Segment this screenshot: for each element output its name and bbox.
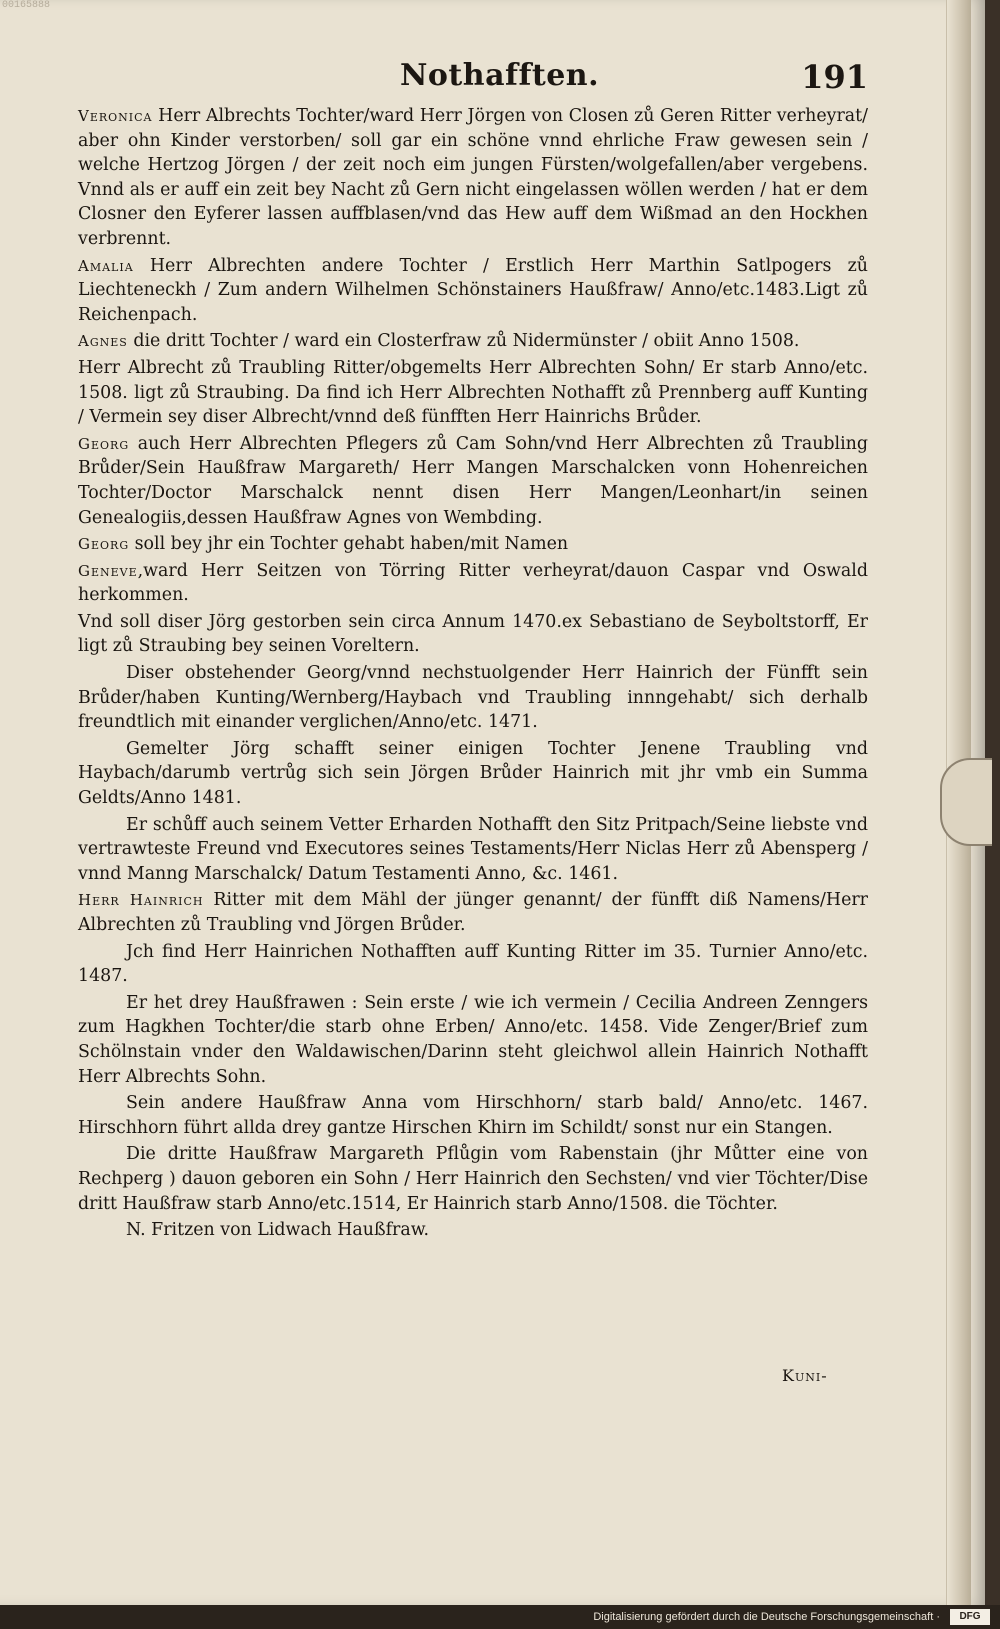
paragraph-lead-name: Geneve (78, 561, 138, 580)
paragraph-text: Vnd soll diser Jörg gestorben sein circa Annum 1470.ex Sebastiano de Seyboltstorff, Er ligt zů Straubing bey seinen Voreltern. (78, 611, 868, 657)
paragraph-text: N. Fritzen von Lidwach Haußfraw. (126, 1220, 430, 1241)
running-header (110, 58, 880, 102)
paragraph-text: Die dritte Haußfraw Margareth Pflůgin vom Rabenstain (jhr Můtter eine von Rechperg ) dauon geboren ein Sohn / Herr Hainrich den Sechsten/ vnd vier Töchter/Dise dritt Haußfraw starb Anno/etc.1514, Er Hainrich starb Anno/1508. die Töchter. (78, 1144, 868, 1214)
paragraph-text: Herr Albrecht zů Traubling Ritter/obgemelts Herr Albrechten Sohn/ Er starb Anno/etc. 1508. ligt zů Straubing. Da find ich Herr Albrechten Nothafft zů Prennberg auff Kunting / Vermein sey diser Albrecht/vnnd deß fünfften Herr Hainrichs Brůder. (78, 357, 868, 428)
paragraph-text: Sein andere Haußfraw Anna vom Hirschhorn/ starb bald/ Anno/etc. 1467. Hirschhorn führt allda drey gantze Hirschen Khirn im Schildt/ sonst nur ein Stangen. (78, 1093, 868, 1138)
paragraph-lead-name: Agnes (78, 332, 128, 351)
page-number: 191 (801, 58, 868, 96)
paragraph-text: soll bey jhr ein Tochter gehabt haben/mit Namen (129, 534, 569, 555)
paragraph (78, 737, 868, 811)
running-title: Nothafften. (400, 58, 600, 93)
scan-id: 00165888 (2, 0, 51, 11)
paragraph-text: Ritter mit dem Mähl der jünger genannt/ der fünfft diß Namens/Herr Albrechten zů Traubling vnd Jörgen Brůder. (78, 890, 868, 935)
paragraph-text: Herr Albrechten andere Tochter / Erstlich Herr Marthin Satlpogers zů Liechteneckh / Zum andern Wilhelmen Schönstainers Haußfraw/ Anno/etc.1483.Ligt zů Reichenpach. (78, 255, 868, 325)
paragraph (78, 559, 868, 608)
paragraph (78, 888, 868, 937)
paragraph-text: Herr Albrechts Tochter/ward Herr Jörgen von Closen zů Geren Ritter verheyrat/ aber ohn Kinder verstorben/ soll gar ein schöne vnnd ehrliche Fraw gewesen sein / welche Hertzog Jörgen / der zeit noch eim jungen Fürsten/wolgefallen/aber vergebens. Vnnd als er auff ein zeit bey Nacht zů Gern nicht eingelassen wöllen werden / hat er dem Closner den Eyferer lassen auffblasen/vnd das Hew auff dem Wißmad an den Hockhen verbrennt. (78, 106, 868, 249)
paragraph (78, 813, 868, 887)
paragraph (78, 104, 868, 252)
paragraph-lead-name: Veronica (78, 107, 153, 125)
paragraph (78, 329, 868, 354)
dfg-logo: DFG (950, 1609, 990, 1625)
paragraph (78, 356, 868, 430)
paragraph-lead-name: Herr Hainrich (78, 891, 204, 910)
paragraph (78, 610, 868, 659)
catchword: Kuni- (782, 1366, 828, 1385)
paragraph-text: Er schůff auch seinem Vetter Erharden Nothafft den Sitz Pritpach/Seine liebste vnd vertrawteste Freund vnd Executores seines Testaments/Herr Niclas Herr zů Abensperg / vnnd Manng Marschalck/ Datum Testamenti Anno, &c. 1461. (78, 814, 868, 884)
digitization-footer (0, 1605, 1000, 1629)
paragraph-text: Er het drey Haußfrawen : Sein erste / wie ich vermein / Cecilia Andreen Zenngers zum Hagkhen Tochter/die starb ohne Erben/ Anno/etc. 1458. Vide Zenger/Brief zum Schölnstain vnder den Waldawischen/Darinn steht gleichwol allein Hainrich Nothafft Herr Albrechts Sohn. (78, 992, 868, 1087)
paragraph (78, 661, 868, 735)
page-clip (940, 758, 992, 846)
paragraph-text: Jch find Herr Hainrichen Nothafften auff Kunting Ritter im 35. Turnier Anno/etc. 1487. (78, 941, 868, 987)
paragraph (78, 1218, 868, 1243)
paragraph-text: auch Herr Albrechten Pflegers zů Cam Sohn/vnd Herr Albrechten zů Traubling Brůder/Sein Haußfraw Margareth/ Herr Mangen Marschalcken vonn Hohenreichen Tochter/Doctor Marschalck nennt disen Herr Mangen/Leonhart/in seinen Genealogiis,dessen Haußfraw Agnes von Wembding. (78, 433, 868, 528)
paragraph (78, 940, 868, 989)
paragraph-text: ,ward Herr Seitzen von Törring Ritter verheyrat/dauon Caspar vnd Oswald herkommen. (78, 560, 868, 606)
paragraph (78, 254, 868, 328)
paragraph-lead-name: Georg (78, 535, 130, 554)
paragraph (78, 1091, 868, 1140)
paragraph-lead-name: Georg (78, 434, 130, 453)
paragraph-text: Diser obstehender Georg/vnnd nechstuolgender Herr Hainrich der Fünfft sein Brůder/haben Kunting/Wernberg/Haybach vnd Traubling innngehabt/ sich derhalb freundtlich mit einander verglichen/Anno/etc. 1471. (78, 663, 868, 733)
paragraph (78, 1142, 868, 1216)
paragraph-text: die dritt Tochter / ward ein Closterfraw zů Nidermünster / obiit Anno 1508. (127, 331, 800, 352)
footer-text: Digitalisierung gefördert durch die Deutsche Forschungsgemeinschaft · (593, 1611, 940, 1623)
paragraph (78, 991, 868, 1089)
main-text (78, 104, 868, 1245)
paragraph (78, 532, 868, 557)
paragraph-lead-name: Amalia (78, 256, 134, 275)
paragraph (78, 432, 868, 530)
paragraph-text: Gemelter Jörg schafft seiner einigen Tochter Jenene Traubling vnd Haybach/darumb vertrůg sich sein Jörgen Brůder Hainrich mit jhr vmb ein Summa Geldts/Anno 1481. (78, 738, 868, 809)
